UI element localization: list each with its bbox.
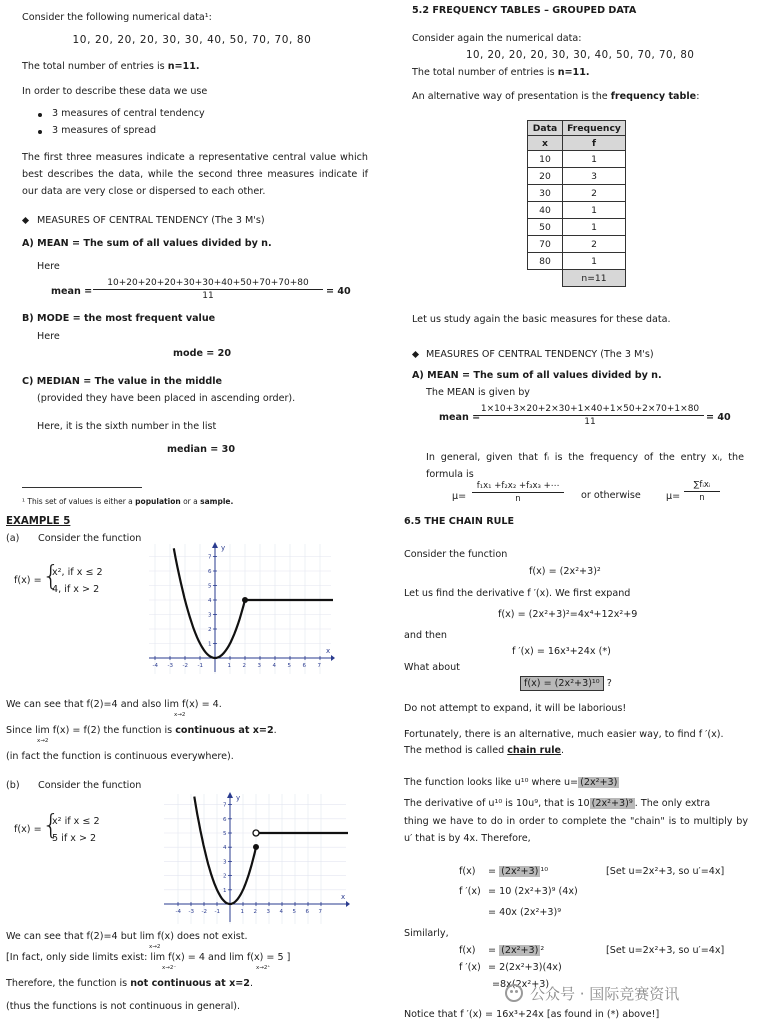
example-heading: EXAMPLE 5: [6, 516, 71, 527]
similarly-text: Similarly,: [404, 928, 449, 939]
wechat-icon: [505, 984, 523, 1002]
arrow-icon: [212, 542, 218, 548]
mode-equation: mode = 20: [173, 348, 232, 359]
tick-label: -2: [201, 909, 207, 915]
step-lhs: f(x): [459, 866, 476, 877]
derivative-explain: The derivative of u¹⁰ is 10u⁹, that is 10 (2x²+3)⁹ . The only extra: [404, 798, 711, 809]
table-header: x: [528, 136, 563, 151]
side-limits-line: [In fact, only side limits exist: lim f(x) = 4 and lim f(x) = 5 ]: [6, 952, 291, 963]
study-line: Let us study again the basic measures for these data.: [412, 314, 671, 325]
limit-line: We can see that f(2)=4 but lim f(x) does not exist.: [6, 931, 248, 942]
mu-label: μ=: [452, 491, 467, 502]
intro-text: Consider again the numerical data:: [412, 33, 582, 44]
table-total: n=11: [563, 270, 626, 287]
bullet-icon: [38, 113, 42, 117]
table-cell: 40: [528, 202, 563, 219]
tick-label: 1: [223, 887, 227, 894]
step-rhs: = (2x²+3) ¹⁰: [488, 866, 549, 877]
tick-label: 7: [318, 909, 322, 915]
tick-label: 5: [287, 663, 291, 669]
tick-label: 5: [223, 831, 227, 837]
tick-label: -1: [214, 909, 220, 915]
thus-line: (thus the functions is not continuous in general).: [6, 1001, 241, 1012]
tick-label: 1: [227, 663, 231, 669]
open-point: [253, 830, 259, 836]
mu-sum-fraction: [684, 480, 720, 503]
mean-numerator: 10+20+20+20+30+30+40+50+70+70+80: [93, 278, 323, 290]
tick-label: 3: [266, 909, 270, 915]
what-about: What about: [404, 662, 460, 673]
brace-icon: {: [42, 808, 60, 841]
arrow-icon: [331, 655, 335, 661]
tick-label: 7: [208, 554, 212, 561]
section-heading: 5.2 FREQUENCY TABLES – GROUPED DATA: [412, 5, 637, 16]
highlighted-function: f(x) = (2x²+3)¹⁰ ?: [520, 677, 612, 690]
table-cell: 30: [528, 185, 563, 202]
mean-title: A) MEAN = The sum of all values divided by n.: [412, 370, 662, 381]
table-cell: 3: [563, 168, 626, 185]
watermark: [505, 982, 679, 1004]
table-header: f: [563, 136, 626, 151]
otherwise-text: or otherwise: [581, 490, 641, 501]
table-row: [528, 185, 626, 202]
tick-label: 4: [223, 845, 227, 852]
tick-label: 6: [305, 909, 309, 915]
table-cell: 1: [563, 219, 626, 236]
mu-label: μ=: [666, 491, 681, 502]
step-note: [Set u=2x²+3, so u′=4x]: [606, 945, 725, 956]
mean-denominator: 11: [584, 417, 596, 427]
graph-b: [160, 790, 350, 926]
table-cell: 70: [528, 236, 563, 253]
section-heading: MEASURES OF CENTRAL TENDENCY (The 3 M's): [426, 349, 654, 360]
consider-text: Consider the function: [404, 549, 508, 560]
tick-label: 4: [272, 663, 276, 669]
table-cell: 50: [528, 219, 563, 236]
tick-label: -4: [175, 909, 181, 915]
step-note: [Set u=2x²+3, so u′=4x]: [606, 866, 725, 877]
total-entries: The total number of entries is n=11.: [412, 67, 590, 78]
mu-fraction: [472, 481, 564, 504]
footnote-divider: [22, 487, 142, 488]
mean-numerator: 1×10+3×20+2×30+1×40+1×50+2×70+1×80: [476, 404, 704, 416]
median-note: (provided they have been placed in ascending order).: [37, 393, 296, 404]
fact-line: (in fact the function is continuous everywhere).: [6, 751, 234, 762]
median-here: Here, it is the sixth number in the list: [37, 421, 217, 432]
part-text: Consider the function: [38, 780, 142, 791]
table-cell: 1: [563, 202, 626, 219]
mean-title: A) MEAN = The sum of all values divided by n.: [22, 238, 272, 249]
tick-label: 3: [223, 859, 227, 866]
mean-fraction: [93, 278, 323, 301]
tick-label: -2: [182, 663, 188, 669]
tick-label: 4: [279, 909, 283, 915]
step-lhs: f ′(x): [459, 886, 481, 897]
no-expand-text: Do not attempt to expand, it will be laborious!: [404, 703, 627, 714]
data-list: 10, 20, 20, 20, 30, 30, 40, 50, 70, 70, 80: [72, 34, 312, 46]
tick-label: 6: [208, 569, 212, 575]
table-cell: 80: [528, 253, 563, 270]
derivative-line: f ′(x) = 16x³+24x (*): [512, 646, 611, 657]
tick-label: 3: [257, 663, 261, 669]
here-label: Here: [37, 331, 60, 342]
tick-label: 4: [208, 598, 212, 604]
step-rhs: = 10 (2x²+3)⁹ (4x): [488, 886, 578, 897]
paragraph: The first three measures indicate a representative central value which best describes the data, while the second three measures indicate if our data are very close or dispersed to each other.: [22, 152, 368, 197]
fortunately-text: Fortunately, there is an alternative, much easier way, to find f ′(x).: [404, 729, 724, 740]
table-cell: 10: [528, 151, 563, 168]
table-header: Data: [528, 121, 563, 136]
function-definition: f(x) = (2x²+3)²: [529, 566, 601, 577]
bullet-icon: [38, 130, 42, 134]
frequency-table: [527, 120, 626, 287]
tick-label: 2: [242, 663, 246, 669]
step-lhs: f ′(x): [459, 962, 481, 973]
tick-label: 1: [240, 909, 244, 915]
mu-denominator: n: [699, 493, 705, 503]
therefore-line: Therefore, the function is not continuous at x=2.: [6, 978, 254, 989]
median-title: C) MEDIAN = The value in the middle: [22, 376, 223, 387]
mean-denominator: 11: [202, 291, 214, 301]
tick-label: -3: [188, 909, 194, 915]
axis-label: x: [326, 647, 331, 655]
median-equation: median = 30: [167, 444, 236, 455]
tick-label: 1: [208, 641, 212, 648]
closed-point: [242, 597, 248, 603]
table-row: [528, 236, 626, 253]
data-list: 10, 20, 20, 20, 30, 30, 40, 50, 70, 70, 80: [466, 50, 695, 61]
alt-line: An alternative way of presentation is the frequency table:: [412, 91, 700, 102]
table-row: [528, 168, 626, 185]
arrow-icon: [346, 901, 350, 907]
expanded-function: f(x) = (2x²+3)²=4x⁴+12x²+9: [498, 609, 638, 620]
step-lhs: f(x): [459, 945, 476, 956]
limit-subscript: x→2⁺: [256, 965, 271, 971]
step-rhs: = (2x²+3) ²: [488, 945, 545, 956]
graph-a: [145, 540, 335, 676]
part-label: (a): [6, 533, 20, 544]
here-label: Here: [37, 261, 60, 272]
method-text: The method is called chain rule.: [404, 745, 565, 756]
table-row: [528, 219, 626, 236]
table-header: Frequency: [563, 121, 626, 136]
tick-label: 2: [223, 873, 227, 880]
function-case: x², if x ≤ 2: [52, 567, 103, 578]
tick-label: 6: [302, 663, 306, 669]
watermark-text: 公众号 · 国际竞赛资讯: [530, 984, 680, 1003]
looks-like-text: The function looks like u¹⁰ where u= (2x²+3): [404, 777, 618, 788]
tick-label: 2: [208, 627, 212, 633]
limit-subscript: x→2: [37, 738, 49, 744]
step-rhs: =8x(2x²+3): [492, 979, 550, 990]
mean-result: = 40: [326, 286, 351, 297]
table-row: [528, 253, 626, 270]
tick-label: 3: [208, 612, 212, 619]
mean-given: The MEAN is given by: [426, 387, 530, 398]
table-cell: 20: [528, 168, 563, 185]
expand-text: Let us find the derivative f ′(x). We first expand: [404, 588, 631, 599]
function-case: 5 if x > 2: [52, 833, 97, 844]
table-cell: 1: [563, 151, 626, 168]
derivative-explain-cont: thing we have to do in order to complete the "chain" is to multiply by u′ that is by 4x. Therefore,: [404, 816, 748, 844]
table-row: [528, 151, 626, 168]
arrow-icon: [227, 792, 233, 798]
function-case: x² if x ≤ 2: [52, 816, 100, 827]
step-rhs: = 40x (2x²+3)⁹: [488, 907, 562, 918]
tick-label: 5: [208, 583, 212, 590]
table-cell: 2: [563, 236, 626, 253]
tick-label: 7: [317, 663, 321, 669]
mean-fraction: [476, 404, 704, 427]
total-entries: The total number of entries is n=11.: [22, 61, 200, 72]
footnote: ¹ This set of values is either a population or a sample.: [22, 497, 234, 506]
tick-label: 6: [223, 816, 227, 823]
diamond-bullet-icon: [22, 217, 29, 224]
tick-label: 2: [253, 909, 257, 915]
closed-point: [253, 844, 259, 850]
section-heading: 6.5 THE CHAIN RULE: [404, 516, 515, 527]
intro-text: Consider the following numerical data¹:: [22, 12, 212, 23]
since-line: Since lim f(x) = f(2) the function is continuous at x=2.: [6, 725, 277, 736]
diamond-bullet-icon: [412, 351, 419, 358]
general-formula-text: In general, given that fᵢ is the frequency of the entry xᵢ, the formula is: [426, 452, 744, 480]
function-lhs: f(x) =: [14, 575, 42, 586]
mu-numerator: ∑fᵢxᵢ: [684, 480, 720, 492]
use-line: In order to describe these data we use: [22, 86, 208, 97]
part-label: (b): [6, 780, 20, 791]
mu-numerator: f₁x₁ +f₂x₂ +f₃x₃ +⋯: [472, 481, 564, 493]
limit-subscript: x→2: [149, 944, 161, 950]
axis-label: x: [341, 893, 346, 901]
tick-label: 7: [223, 802, 227, 809]
notice-text: Notice that f ′(x) = 16x³+24x [as found in (*) above!]: [404, 1009, 660, 1020]
table-cell: 1: [563, 253, 626, 270]
table-row: [528, 202, 626, 219]
section-heading: MEASURES OF CENTRAL TENDENCY (The 3 M's): [37, 215, 265, 226]
limit-subscript: x→2⁻: [162, 965, 177, 971]
and-then: and then: [404, 630, 447, 641]
bullet-item: 3 measures of spread: [52, 125, 157, 136]
mean-label: mean =: [51, 286, 93, 297]
tick-label: -1: [197, 663, 203, 669]
step-rhs: = 2(2x²+3)(4x): [488, 962, 562, 973]
limit-line: We can see that f(2)=4 and also lim f(x) = 4.: [6, 699, 222, 710]
part-text: Consider the function: [38, 533, 142, 544]
mean-result: = 40: [706, 412, 731, 423]
tick-label: 5: [292, 909, 296, 915]
axis-label: y: [221, 544, 226, 552]
limit-subscript: x→2: [174, 712, 186, 718]
mode-title: B) MODE = the most frequent value: [22, 313, 216, 324]
axis-label: y: [236, 794, 241, 802]
tick-label: -3: [167, 663, 173, 669]
tick-label: -4: [152, 663, 158, 669]
function-case: 4, if x > 2: [52, 584, 100, 595]
brace-icon: {: [42, 559, 60, 592]
table-cell: 2: [563, 185, 626, 202]
table-cell-empty: [528, 270, 563, 287]
mu-denominator: n: [515, 494, 521, 504]
bullet-item: 3 measures of central tendency: [52, 108, 205, 119]
function-lhs: f(x) =: [14, 824, 42, 835]
mean-label: mean =: [439, 412, 481, 423]
